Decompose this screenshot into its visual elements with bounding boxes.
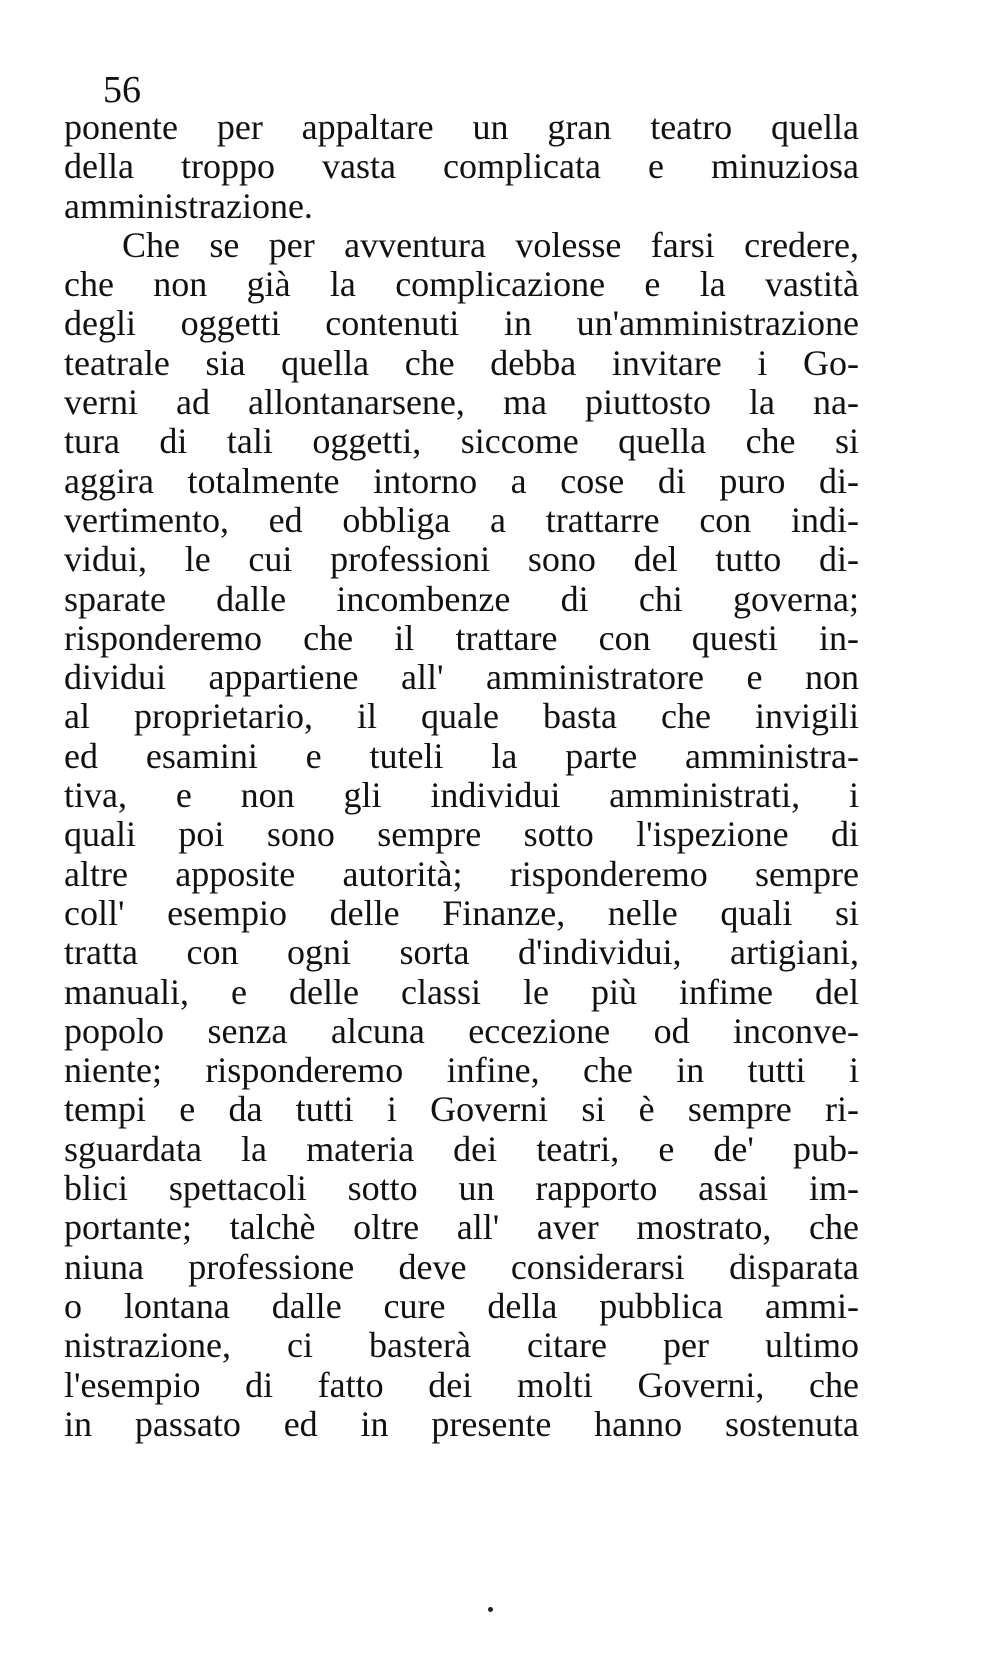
text-line: popolo senza alcuna eccezione od inconve-	[64, 1010, 859, 1051]
text-line: tratta con ogni sorta d'individui, artigiani,	[64, 932, 859, 973]
text-line: risponderemo che il trattare con questi in-	[64, 617, 859, 658]
text-line: dividui appartiene all' amministratore e non	[64, 657, 859, 698]
text-line: tiva, e non gli individui amministrati, i	[64, 775, 859, 816]
text-line: blici spettacoli sotto un rapporto assai im-	[64, 1168, 859, 1209]
text-line: amministrazione.	[64, 185, 313, 226]
text-line: della troppo vasta complicata e minuziosa	[64, 146, 859, 187]
print-mark	[488, 1607, 493, 1612]
text-line: degli oggetti contenuti in un'amministrazione	[64, 303, 859, 344]
text-line: sguardata la materia dei teatri, e de' pub-	[64, 1128, 859, 1169]
text-line: che non già la complicazione e la vastità	[64, 264, 859, 305]
page-number: 56	[103, 69, 141, 111]
text-line: tura di tali oggetti, siccome quella che si	[64, 421, 859, 462]
text-line: coll' esempio delle Finanze, nelle quali si	[64, 892, 859, 933]
text-line: al proprietario, il quale basta che invigili	[64, 696, 859, 737]
text-line: portante; talchè oltre all' aver mostrato, che	[64, 1207, 859, 1248]
text-line: niuna professione deve considerarsi disparata	[64, 1246, 859, 1287]
text-line: l'esempio di fatto dei molti Governi, che	[64, 1364, 859, 1405]
text-line: quali poi sono sempre sotto l'ispezione di	[64, 814, 859, 855]
text-line: tempi e da tutti i Governi si è sempre ri-	[64, 1089, 859, 1130]
text-line: teatrale sia quella che debba invitare i Go-	[64, 342, 859, 383]
text-line: in passato ed in presente hanno sostenuta	[64, 1403, 859, 1444]
body-text	[64, 108, 859, 1444]
text-line: nistrazione, ci basterà citare per ultimo	[64, 1325, 859, 1366]
text-line: o lontana dalle cure della pubblica ammi-	[64, 1285, 859, 1326]
text-line: altre apposite autorità; risponderemo sempre	[64, 853, 859, 894]
text-line: manuali, e delle classi le più infime del	[64, 971, 859, 1012]
text-line: niente; risponderemo infine, che in tutti i	[64, 1050, 859, 1091]
text-line: ed esamini e tuteli la parte amministra-	[64, 735, 859, 776]
text-line: sparate dalle incombenze di chi governa;	[64, 578, 859, 619]
text-line: verni ad allontanarsene, ma piuttosto la na-	[64, 382, 859, 423]
paragraph-start-line: Che se per avventura volesse farsi credere,	[122, 224, 859, 265]
text-line: aggira totalmente intorno a cose di puro di-	[64, 460, 859, 501]
text-line: vidui, le cui professioni sono del tutto di-	[64, 539, 859, 580]
text-line: ponente per appaltare un gran teatro quella	[64, 107, 859, 147]
text-line: vertimento, ed obbliga a trattarre con indi-	[64, 499, 859, 540]
